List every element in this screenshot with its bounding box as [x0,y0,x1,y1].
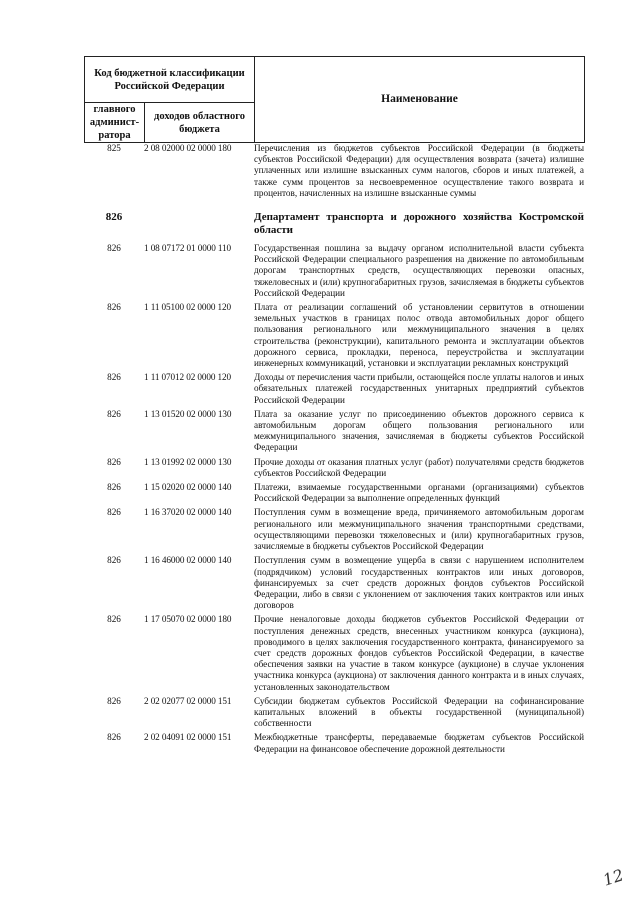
revenue-code-cell: 1 17 05070 02 0000 180 [144,614,232,625]
name-cell: Государственная пошлина за выдачу органом исполнительной власти субъекта Российской Федерации специального разрешения на движение по автомобильным дорогам транспортных средств, осуществляющих перевозки опасных, тяжеловесных и (или) крупногабаритных грузов, зачисляемая в бюджеты субъектов Российской Федерации [254,243,584,298]
classification-rows [84,143,584,758]
name-cell: Платежи, взимаемые государственными органами (организациями) субъектов Российской Федерации за выполнение определенных функций [254,482,584,504]
table-row [84,614,584,692]
revenue-code-cell [144,211,254,237]
revenue-code-cell: 1 11 05100 02 0000 120 [144,302,232,313]
admin-code-cell: 826 [107,408,121,419]
header-name-column: Наименование [255,57,585,143]
table-row [84,732,584,754]
revenue-code-cell: 2 02 04091 02 0000 151 [144,732,232,743]
name-cell: Доходы от перечисления части прибыли, остающейся после уплаты налогов и иных обязательных платежей государственных унитарных предприятий субъектов Российской Федерации [254,372,584,405]
admin-code-cell: 826 [107,614,121,625]
revenue-code-cell: 2 02 02077 02 0000 151 [144,695,232,706]
revenue-code-cell: 1 08 07172 01 0000 110 [144,243,232,254]
table-row [84,372,584,406]
revenue-code-cell: 1 15 02020 02 0000 140 [144,482,232,493]
name-cell: Межбюджетные трансферты, передаваемые бюджетам субъектов Российской Федерации на финансовое обеспечение дорожной деятельности [254,732,584,754]
revenue-code-cell: 1 11 07012 02 0000 120 [144,372,232,383]
table-row [84,243,584,299]
admin-code-cell: 825 [107,143,121,153]
name-cell: Поступления сумм в возмещение вреда, причиняемого автомобильным дорогам регионального или межмуниципального значения транспортными средствами, осуществляющими перевозки тяжеловесных и (или) крупногабаритных грузов, зачисляемые в бюджеты субъектов Российской Федерации [254,507,584,552]
header-code-group: Код бюджетной классификации Российской Федерации [85,57,255,103]
admin-code-cell: 826 [107,507,121,518]
admin-code-cell: 826 [107,555,121,566]
revenue-code-cell: 1 16 46000 02 0000 140 [144,555,232,566]
name-cell: Плата за оказание услуг по присоединению объектов дорожного сервиса к автомобильным дорогам общего пользования регионального или межмуниципального значения, зачисляемая в бюджеты субъектов Российской Федерации [254,408,584,453]
header-admin-column: главного админист-ратора [85,103,145,143]
table-row [84,409,584,454]
admin-code-cell: 826 [107,732,121,743]
header-revenue-column: доходов областного бюджета [145,103,255,143]
admin-code-cell: 826 [107,482,121,493]
table-row [84,143,584,199]
admin-code-cell: 826 [107,302,121,313]
name-cell: Плата от реализации соглашений об установлении сервитутов в отношении земельных участков в границах полос отвода автомобильных дорог общего пользования регионального или межмуниципального значения в целях строительства (реконструкции), капитального ремонта и эксплуатации объектов дорожного сервиса, прокладки, переноса, переустройства и эксплуатации инженерных коммуникаций, установки и эксплуатации рекламных конструкций [254,302,584,369]
admin-code-cell: 826 [107,372,121,383]
header-table [84,56,585,143]
name-cell: Перечисления из бюджетов субъектов Российской Федерации (в бюджеты субъектов Российской Федерации) для осуществления возврата (зачета) излишне уплаченных или излишне взысканных сумм налогов, сборов и иных платежей, а также сумм процентов за несвоевременное осуществление такого возврата и процентов, начисленных на излишне взысканные суммы [254,143,584,198]
revenue-code-cell: 2 08 02000 02 0000 180 [144,143,232,153]
admin-code-cell: 826 [107,243,121,254]
revenue-code-cell: 1 13 01520 02 0000 130 [144,408,232,419]
table-row [84,696,584,730]
admin-code-cell: 826 [107,695,121,706]
admin-code-cell: 826 [107,456,121,467]
name-cell: Субсидии бюджетам субъектов Российской Федерации на софинансирование капитальных вложений в объекты государственной (муниципальной) собственности [254,695,584,729]
table-row [84,507,584,552]
table-row [84,555,584,611]
name-cell: Прочие доходы от оказания платных услуг (работ) получателями средств бюджетов субъектов Российской Федерации [254,456,584,478]
revenue-code-cell: 1 13 01992 02 0000 130 [144,456,232,467]
name-cell: Департамент транспорта и дорожного хозяйства Костромской области [254,211,584,237]
table-row [84,302,584,369]
name-cell: Поступления сумм в возмещение ущерба в связи с нарушением исполнителем (подрядчиком) условий государственных контрактов или иных договоров, финансируемых за счет средств дорожных фондов субъектов Российской Федерации, либо в связи с уклонением от заключения таких контрактов или иных договоров [254,555,584,611]
name-cell: Прочие неналоговые доходы бюджетов субъектов Российской Федерации от поступления денежных средств, внесенных участником конкурса (аукциона), проводимого в целях заключения государственного контракта, финансируемого за счет средств дорожных фондов субъектов Российской Федерации, в качестве обеспечения заявки на участие в таком конкурсе (аукционе) в случае уклонения участника конкурса (аукциона) от заключения данного контракта и в иных случаях, установленных законодательством [254,614,584,692]
handwritten-page-number: 12 [600,865,626,890]
admin-code-cell: 826 [105,211,123,224]
table-row [84,457,584,479]
revenue-code-cell: 1 16 37020 02 0000 140 [144,507,232,518]
table-row [84,482,584,504]
department-row [84,211,584,237]
